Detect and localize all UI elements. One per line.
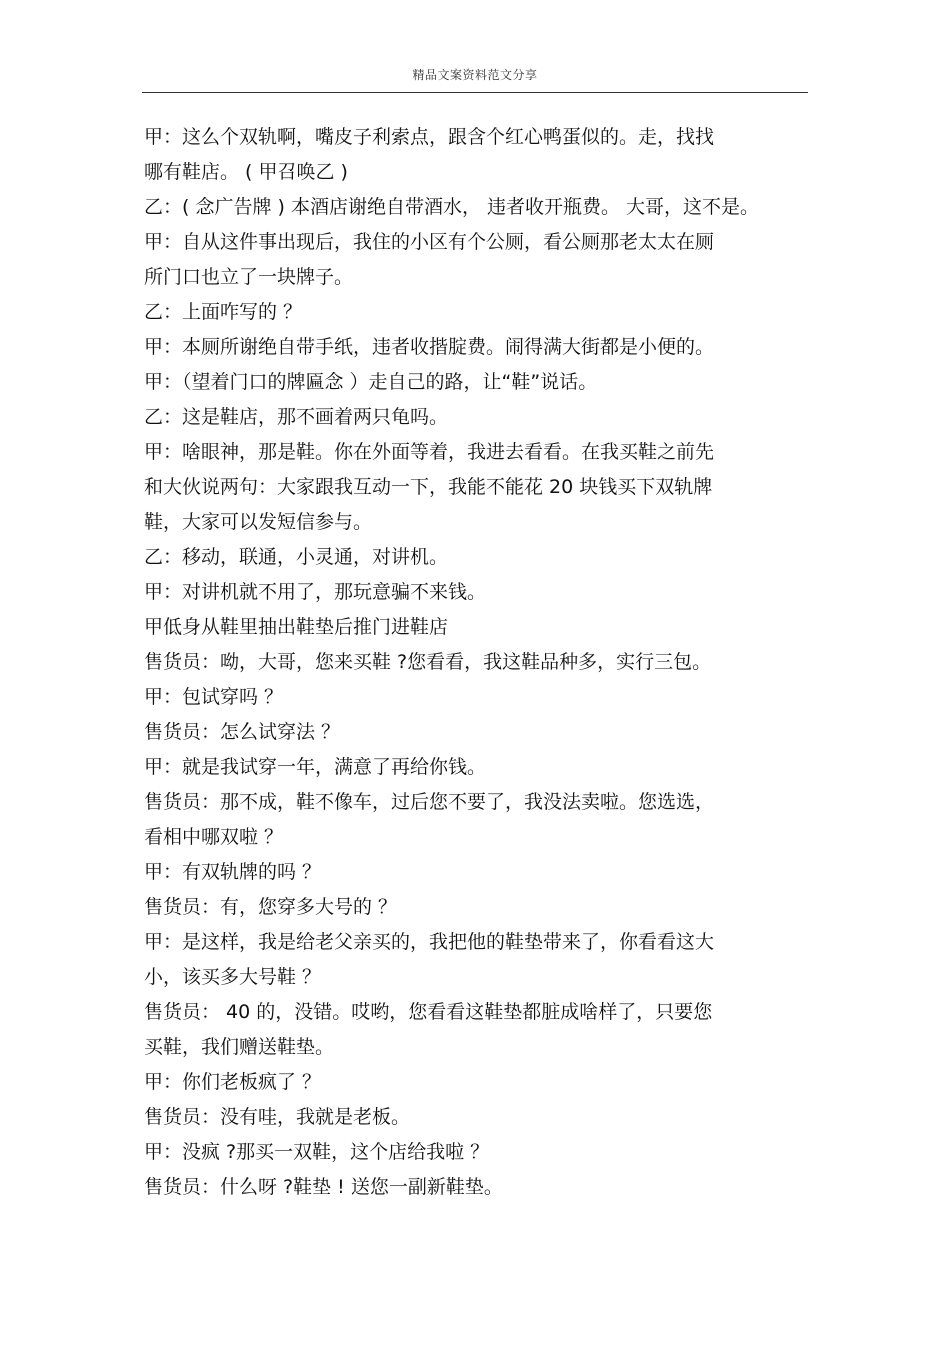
- text-line: 甲：（望着门口的牌匾念 ）走自己的路，让“鞋”说话。: [144, 371, 598, 393]
- text-line: 甲：包试穿吗 ？: [144, 686, 284, 708]
- text-line: 甲：有双轨牌的吗 ？: [144, 861, 322, 883]
- text-line: 和大伙说两句：大家跟我互动一下，我能不能花 20 块钱买下双轨牌: [144, 476, 713, 498]
- text-line: 售货员：呦，大哥，您来买鞋 ?您看看，我这鞋品种多，实行三包。: [144, 651, 712, 673]
- text-line: 鞋，大家可以发短信参与。: [144, 511, 373, 533]
- page-header: [142, 62, 808, 93]
- text-line: 小，该买多大号鞋 ？: [144, 966, 322, 988]
- text-line: 乙：移动，联通，小灵通，对讲机。: [144, 546, 449, 568]
- text-line: 哪有鞋店。 ( 甲召唤乙 ): [144, 161, 348, 183]
- text-line: 乙：这是鞋店，那不画着两只龟吗。: [144, 406, 449, 428]
- text-line: 售货员：怎么试穿法 ？: [144, 721, 341, 743]
- text-line: 售货员： 40 的，没错。哎哟，您看看这鞋垫都脏成啥样了，只要您: [144, 1001, 713, 1023]
- text-line: 甲：就是我试穿一年，满意了再给你钱。: [144, 756, 487, 778]
- text-line: 甲：本厕所谢绝自带手纸，违者收揩腚费。闹得满大街都是小便的。: [144, 336, 715, 358]
- text-line: 甲：啥眼神，那是鞋。你在外面等着，我进去看看。在我买鞋之前先: [144, 441, 715, 463]
- text-line: 售货员：什么呀 ?鞋垫 ! 送您一副新鞋垫。: [144, 1176, 503, 1198]
- text-line: 所门口也立了一块牌子。: [144, 266, 354, 288]
- text-line: 买鞋，我们赠送鞋垫。: [144, 1036, 335, 1058]
- text-line: 甲：没疯 ?那买一双鞋，这个店给我啦 ？: [144, 1141, 490, 1163]
- text-line: 甲：自从这件事出现后，我住的小区有个公厕，看公厕那老太太在厕: [144, 231, 715, 253]
- text-line: 甲低身从鞋里抽出鞋垫后推门进鞋店: [144, 616, 449, 638]
- text-line: 看相中哪双啦 ？: [144, 826, 284, 848]
- text-line: 售货员：没有哇，我就是老板。: [144, 1106, 411, 1128]
- text-line: 甲：是这样，我是给老父亲买的，我把他的鞋垫带来了，你看看这大: [144, 931, 715, 953]
- text-line: 甲：对讲机就不用了，那玩意骗不来钱。: [144, 581, 487, 603]
- header-title: 精品文案资料范文分享: [412, 68, 538, 82]
- text-line: 甲：你们老板疯了 ？: [144, 1071, 322, 1093]
- text-line: 售货员：那不成，鞋不像车，过后您不要了，我没法卖啦。您选选，: [144, 791, 715, 813]
- text-line: 甲：这么个双轨啊，嘴皮子利索点，跟含个红心鸭蛋似的。走，找找: [144, 126, 715, 148]
- text-line: 乙：( 念广告牌 ) 本酒店谢绝自带酒水， 违者收开瓶费。 大哥，这不是。: [144, 196, 760, 218]
- dialogue-body: [144, 120, 808, 1205]
- text-line: 乙：上面咋写的 ？: [144, 301, 303, 323]
- text-line: 售货员：有，您穿多大号的 ？: [144, 896, 398, 918]
